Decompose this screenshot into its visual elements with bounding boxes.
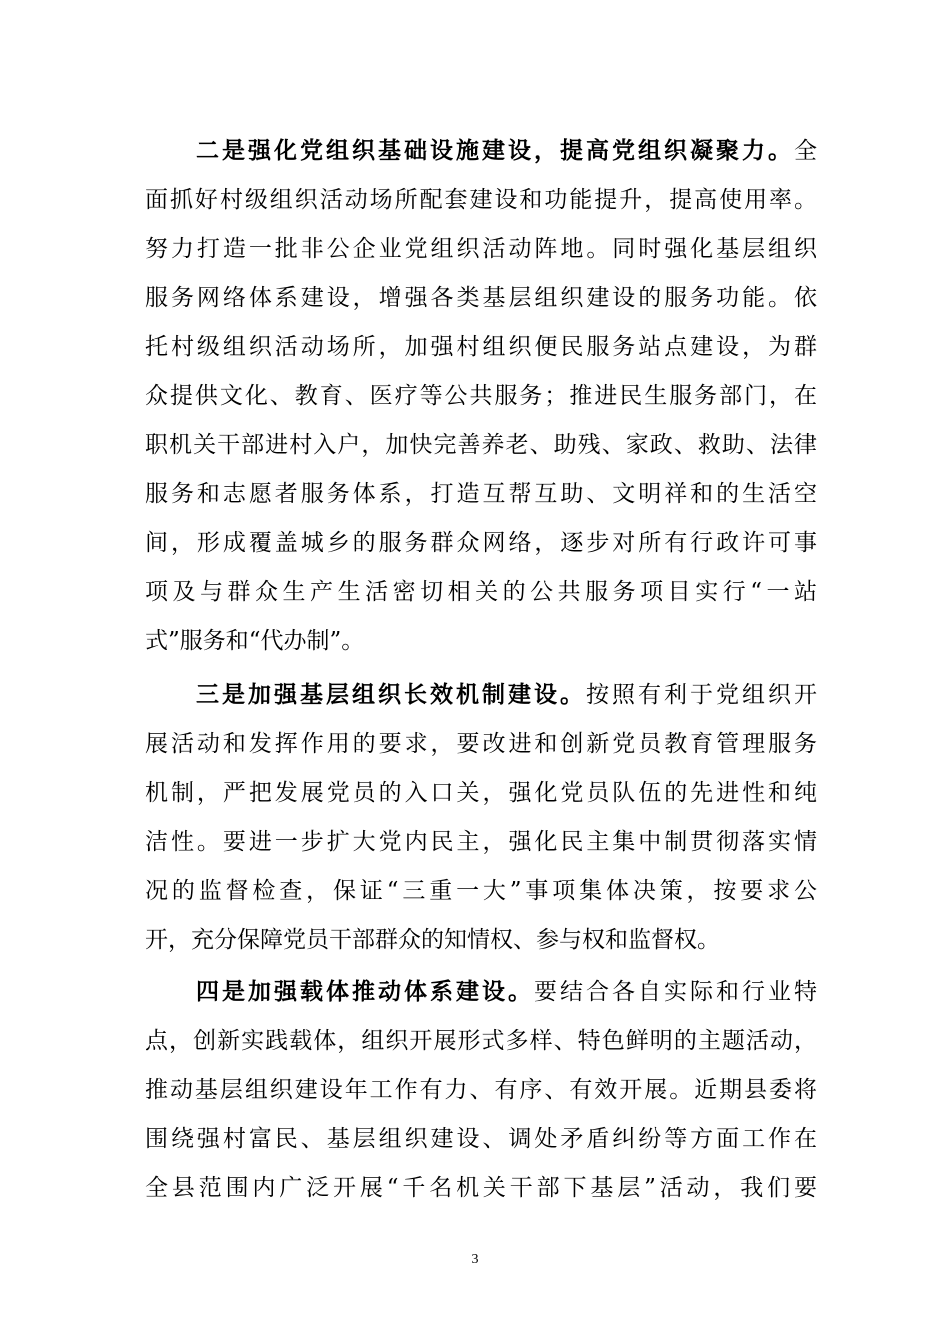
paragraph-1-line-7: 职机关干部进村入户，加快完善养老、助残、家政、救助、法律 <box>145 432 817 458</box>
paragraph-3-line-4: 围绕强村富民、基层组织建设、调处矛盾纠纷等方面工作在 <box>145 1126 817 1152</box>
paragraph-1-line-10: 项及与群众生产生活密切相关的公共服务项目实行“一站 <box>145 579 817 605</box>
paragraph-1-line-9: 间，形成覆盖城乡的服务群众网络，逐步对所有行政许可事 <box>145 530 817 556</box>
paragraph-3-heading: 四是加强载体推动体系建设。 <box>196 978 534 1005</box>
paragraph-3-text: 要结合各自实际和行业特 <box>534 979 817 1005</box>
paragraph-2-text: 按照有利于党组织开 <box>586 682 817 708</box>
paragraph-2-line-1 <box>196 677 817 713</box>
paragraph-2-line-2: 展活动和发挥作用的要求，要改进和创新党员教育管理服务 <box>145 731 817 757</box>
paragraph-1-line-11: 式”服务和“代办制”。 <box>145 628 365 654</box>
paragraph-3-line-3: 推动基层组织建设年工作有力、有序、有效开展。近期县委将 <box>145 1077 817 1103</box>
page-number: 3 <box>471 1252 479 1267</box>
paragraph-1-line-6: 众提供文化、教育、医疗等公共服务；推进民生服务部门，在 <box>145 383 817 409</box>
paragraph-3-line-2: 点，创新实践载体，组织开展形式多样、特色鲜明的主题活动， <box>145 1028 817 1054</box>
paragraph-3-line-5: 全县范围内广泛开展“千名机关干部下基层”活动，我们要 <box>145 1175 817 1201</box>
paragraph-2-line-4: 洁性。要进一步扩大党内民主，强化民主集中制贯彻落实情 <box>145 829 817 855</box>
paragraph-1-line-3: 努力打造一批非公企业党组织活动阵地。同时强化基层组织 <box>145 236 817 262</box>
paragraph-1-text: 全 <box>794 138 817 164</box>
paragraph-2-line-3: 机制，严把发展党员的入口关，强化党员队伍的先进性和纯 <box>145 780 817 806</box>
paragraph-1-line-8: 服务和志愿者服务体系，打造互帮互助、文明祥和的生活空 <box>145 481 817 507</box>
paragraph-1-line-5: 托村级组织活动场所，加强村组织便民服务站点建设，为群 <box>145 334 817 360</box>
paragraph-1-line-4: 服务网络体系建设，增强各类基层组织建设的服务功能。依 <box>145 285 817 311</box>
paragraph-3-line-1 <box>196 974 817 1010</box>
paragraph-2-line-5: 况的监督检查，保证“三重一大”事项集体决策，按要求公 <box>145 878 817 904</box>
paragraph-1-line-2: 面抓好村级组织活动场所配套建设和功能提升，提高使用率。 <box>145 187 817 213</box>
paragraph-2-heading: 三是加强基层组织长效机制建设。 <box>196 681 586 708</box>
paragraph-1-line-1 <box>196 133 817 169</box>
paragraph-2-line-6: 开，充分保障党员干部群众的知情权、参与权和监督权。 <box>145 927 720 953</box>
paragraph-1-heading: 二是强化党组织基础设施建设，提高党组织凝聚力。 <box>196 137 794 164</box>
